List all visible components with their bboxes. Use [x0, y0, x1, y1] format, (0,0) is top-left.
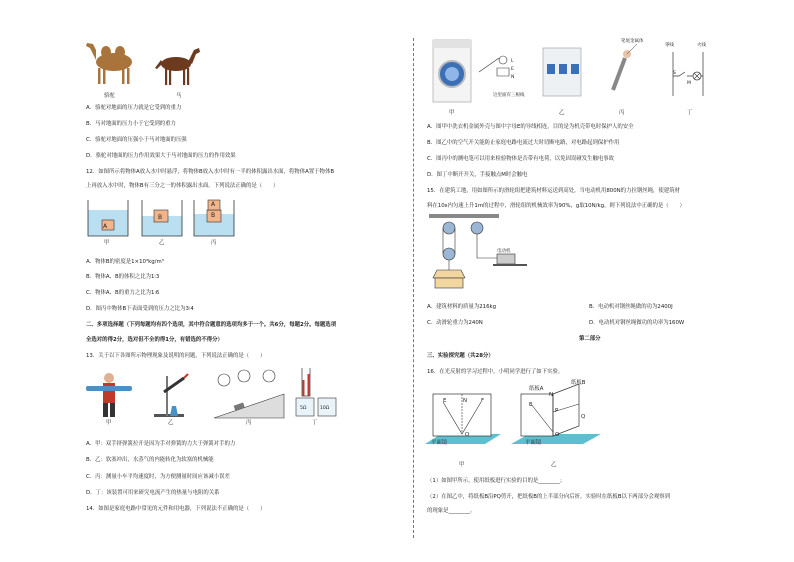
q11-option-a: A．骆驼对地面的压力就是它受到的重力	[86, 105, 182, 111]
q12-stem-line2: 上再放入水中时，物体B有三分之一的体积露出水面。下列说法正确的是（ ）	[86, 183, 279, 189]
q12-option-d: D．图丙中物体B下表面受到的压力之比为3∶4	[86, 306, 194, 312]
plug-n: N	[511, 75, 515, 80]
mirror-label-2: 平面镜	[525, 440, 542, 446]
point-m: M	[687, 81, 691, 86]
q13-cap-3: 丙	[246, 420, 252, 426]
q12-cap-3: 丙	[211, 240, 217, 246]
q12-label-b2: B	[158, 214, 163, 221]
q15-option-d: D．电动机对钢丝绳做功的功率为160W	[589, 320, 685, 326]
board-b-label: 纸板B	[571, 380, 586, 386]
q16-e1: E	[443, 398, 447, 404]
q13-cap-4: 丁	[312, 420, 318, 426]
q14-cap-1: 甲	[449, 110, 455, 116]
q12-stem-line1: 12．如图所示将物体A放入水中时悬浮，将物体B放入水中时有一半的体积露出水面，将物体A置于物体B	[86, 169, 335, 175]
q12-option-a: A．物体B的密度是1×10³kg/m³	[86, 259, 164, 265]
q14-cap-3: 丙	[619, 110, 625, 116]
motor	[497, 254, 515, 264]
q11-option-c: C．骆驼对地面的压强小于马对地面的压强	[86, 137, 187, 143]
q16-o1: O	[465, 432, 470, 438]
q16-cap-1: 甲	[459, 462, 465, 468]
q11-option-b: B．马对地面的压力小于它受到的重力	[86, 121, 176, 127]
q15-option-b: B．电动机对钢丝绳做的功为2400J	[589, 304, 673, 310]
q12-label-a3: A	[211, 201, 216, 208]
camel-image	[84, 38, 144, 90]
neutral-label: 零线	[665, 43, 674, 48]
spring-expander	[86, 386, 132, 391]
q12-cap-1: 甲	[104, 240, 110, 246]
q16-part-2-line1: （2）在图乙中，将纸板B沿PQ剪开，把纸板B的上半部分向后折。实验时在纸板B以下两部分会观察到	[427, 494, 671, 500]
q15-pulley-figure	[429, 214, 539, 294]
test-pen	[613, 58, 625, 90]
q12-cap-2: 乙	[159, 240, 165, 246]
q16-n2: N	[549, 392, 554, 398]
q16-stem: 16．在光反射的学习过程中，小明同学进行了如下实验。	[427, 369, 564, 375]
q13-figure	[84, 366, 344, 426]
q16-p: P	[555, 408, 559, 414]
q14-figure	[425, 38, 725, 108]
q14-option-a: A．图甲中洗衣机金属外壳与图中字母E的导线相连，目的是为机壳带电时保护人的安全	[427, 124, 634, 130]
q16-o2: O	[555, 432, 560, 438]
q15-option-a: A．建筑材料的质量为216kg	[427, 304, 497, 310]
horse-image	[152, 44, 202, 90]
q16-part-2-line2: 的现象是________。	[427, 508, 476, 514]
man-head	[104, 373, 114, 383]
q13-r1: 5Ω	[300, 406, 307, 411]
q12-label-a1: A	[103, 223, 108, 230]
q14-cap-4: 丁	[687, 110, 693, 116]
q15-option-c: C．动滑轮重力为240N	[427, 320, 483, 326]
q12-option-c: C．物体A、B的重力之比为1∶6	[86, 290, 160, 296]
q15-stem-line1: 15．在建筑工地，用如图所示的滑轮组把建筑材料运送到高处。当电动机用800N的力拉钢丝绳，使建筑材	[427, 188, 680, 194]
board-a	[521, 394, 553, 436]
q13-cap-1: 甲	[106, 420, 112, 426]
q13-option-b: B．乙：软塞冲出，水蒸气的内能转化为软塞的机械能	[86, 457, 214, 463]
q16-n1: N	[463, 398, 468, 404]
movable-pulley	[443, 248, 455, 260]
q13-option-d: D．丁：该装置可用来研究电流产生的热量与电阻的关系	[86, 490, 220, 496]
q13-cap-2: 乙	[168, 420, 174, 426]
q16-q: Q	[581, 414, 586, 420]
q16-e2: E	[529, 402, 533, 408]
q13-option-a: A．甲：双手挤弹簧拉开是因为手对弹簧的力大于弹簧对手的力	[86, 441, 236, 447]
board-a-label: 纸板A	[529, 386, 544, 392]
building-material	[435, 278, 463, 288]
q16-part-1: （1）如图甲所示，使用纸板进行实验的目的是________；	[427, 478, 566, 484]
q13-stem: 13．关于以下各图所示物理现象及说明的问题，下列说法正确的是（ ）	[86, 353, 266, 359]
plug-note: 这里面有三根线	[493, 93, 525, 98]
q13-r2: 10Ω	[320, 406, 330, 411]
q14-stem: 14．如图是家庭电路中常见的元件和用电器，下列说法不正确的是（ ）	[86, 506, 266, 512]
live-label: 火线	[697, 43, 706, 48]
fixed-pulley-2	[471, 222, 483, 234]
q15-stem-line2: 料在10s内匀速上升1m的过程中，滑轮组的机械效率为90%，g取10N/kg。则下列说法中正确的是（ ）	[427, 203, 685, 209]
mirror-label-1: 平面镜	[431, 440, 448, 446]
plug-e: E	[511, 67, 514, 72]
section-2-heading-line1: 二、多项选择题（下列每题均有四个选项，其中符合题意的选项均多于一个。共6分，每题2分。每题选项	[86, 322, 337, 328]
q14-option-d: D．图丁中断开开关，手接触点M时会触电	[427, 172, 528, 178]
column-divider	[413, 38, 414, 538]
plug-l: L	[511, 59, 514, 64]
q16-figure	[425, 382, 685, 462]
fixed-pulley-1	[443, 222, 455, 234]
horse-caption: 马	[176, 93, 182, 99]
q14-option-c: C．图丙中的测电笔可以用来检验物体是否带有电荷，以免因误碰发生触电事故	[427, 156, 615, 162]
section-3-heading: 三、实验探究题（共28分）	[427, 353, 494, 359]
q14-cap-2: 乙	[559, 110, 565, 116]
q16-cap-2: 乙	[551, 462, 557, 468]
q12-label-b3: B	[211, 212, 216, 219]
q16-f1: F	[481, 398, 485, 404]
q14-option-b: B．图乙中的空气开关能防止家庭电路电流过大时切断电路，对电路起到保护作用	[427, 140, 620, 146]
q13-option-c: C．丙：测量小车平均速度时，为方便测量时间应该减小误差	[86, 474, 230, 480]
pen-label: 笔尾金属体	[621, 39, 644, 44]
switch-s: S	[673, 71, 676, 76]
q12-option-b: B．物体A、B的体积之比为1∶3	[86, 274, 160, 280]
part-two-heading: 第二部分	[579, 336, 601, 342]
q11-option-d: D．骆驼对地面的压力作用效果大于马对地面的压力的作用效果	[86, 153, 236, 159]
motor-label: 电动机	[497, 249, 511, 254]
section-2-heading-line2: 全选对的得2分，选对但不全的得1分，有错选的不得分）	[86, 337, 223, 343]
camel-caption: 骆驼	[104, 93, 115, 99]
